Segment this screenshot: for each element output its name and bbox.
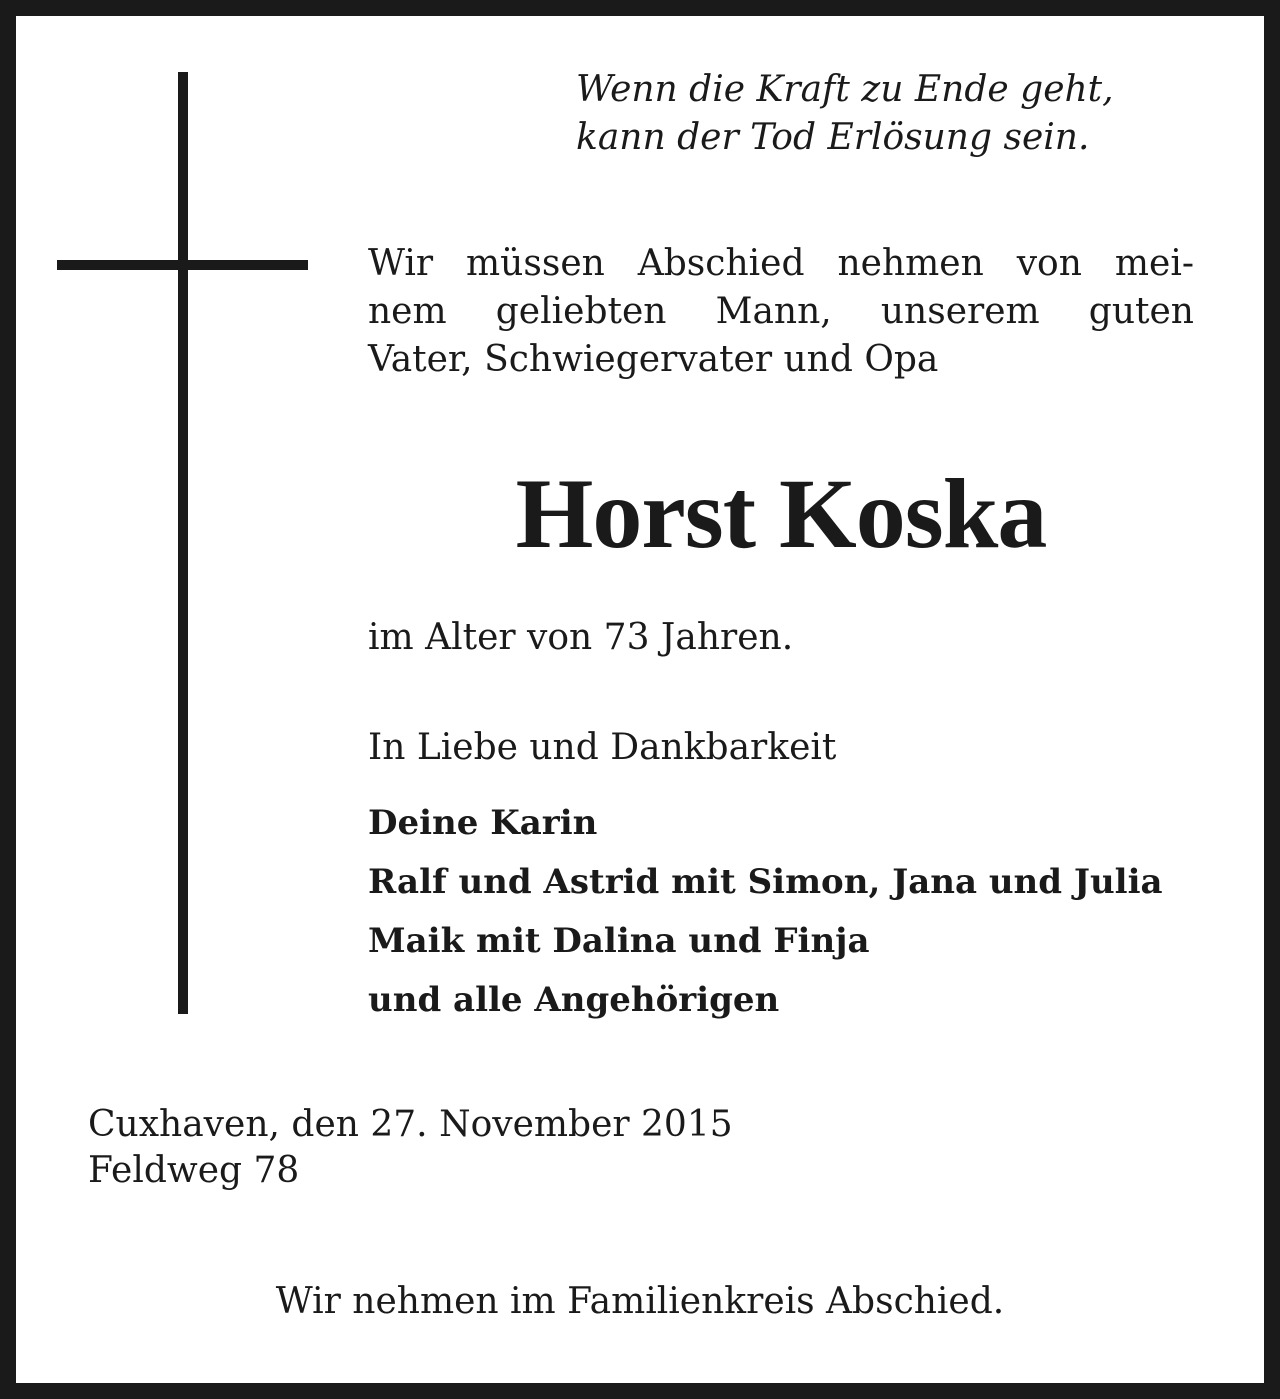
- place-and-date: [88, 1102, 733, 1194]
- motto-line-2: kann der Tod Erlösung sein.: [576, 117, 1090, 158]
- family-member: Deine Karin: [368, 803, 598, 843]
- address-line: Feldweg 78: [88, 1150, 300, 1191]
- intro-word: Mann,: [715, 291, 832, 332]
- intro-word: nehmen: [837, 243, 984, 284]
- intro-word: müssen: [466, 243, 605, 284]
- intro-word: unserem: [880, 291, 1040, 332]
- motto-quote: [576, 66, 1216, 162]
- family-list: [368, 794, 1163, 1030]
- intro-word: nem: [368, 291, 447, 332]
- intro-line-1: [368, 240, 1194, 288]
- intro-word: Wir: [368, 243, 434, 284]
- intro-word: mei-: [1114, 243, 1194, 284]
- intro-word: von: [1016, 243, 1082, 284]
- deceased-name: Horst Koska: [515, 458, 1047, 569]
- date-line: Cuxhaven, den 27. November 2015: [88, 1104, 733, 1145]
- family-member: und alle Angehörigen: [368, 980, 780, 1020]
- obituary-notice: [16, 16, 1264, 1383]
- intro-line-2: [368, 288, 1194, 336]
- intro-word: guten: [1088, 291, 1194, 332]
- farewell-note: Wir nehmen im Familienkreis Abschied.: [275, 1281, 1005, 1322]
- closing-phrase: In Liebe und Dankbarkeit: [368, 727, 837, 768]
- cross-horizontal-bar: [57, 260, 308, 270]
- age-text: im Alter von 73 Jahren.: [368, 617, 794, 658]
- motto-line-1: Wenn die Kraft zu Ende geht,: [576, 69, 1114, 110]
- cross-vertical-bar: [178, 72, 188, 1014]
- family-member: Ralf und Astrid mit Simon, Jana und Julia: [368, 862, 1163, 902]
- intro-text: [368, 240, 1194, 384]
- intro-word: geliebten: [495, 291, 667, 332]
- intro-line-3: Vater, Schwiegervater und Opa: [368, 339, 939, 380]
- intro-word: Abschied: [637, 243, 805, 284]
- family-member: Maik mit Dalina und Finja: [368, 921, 870, 961]
